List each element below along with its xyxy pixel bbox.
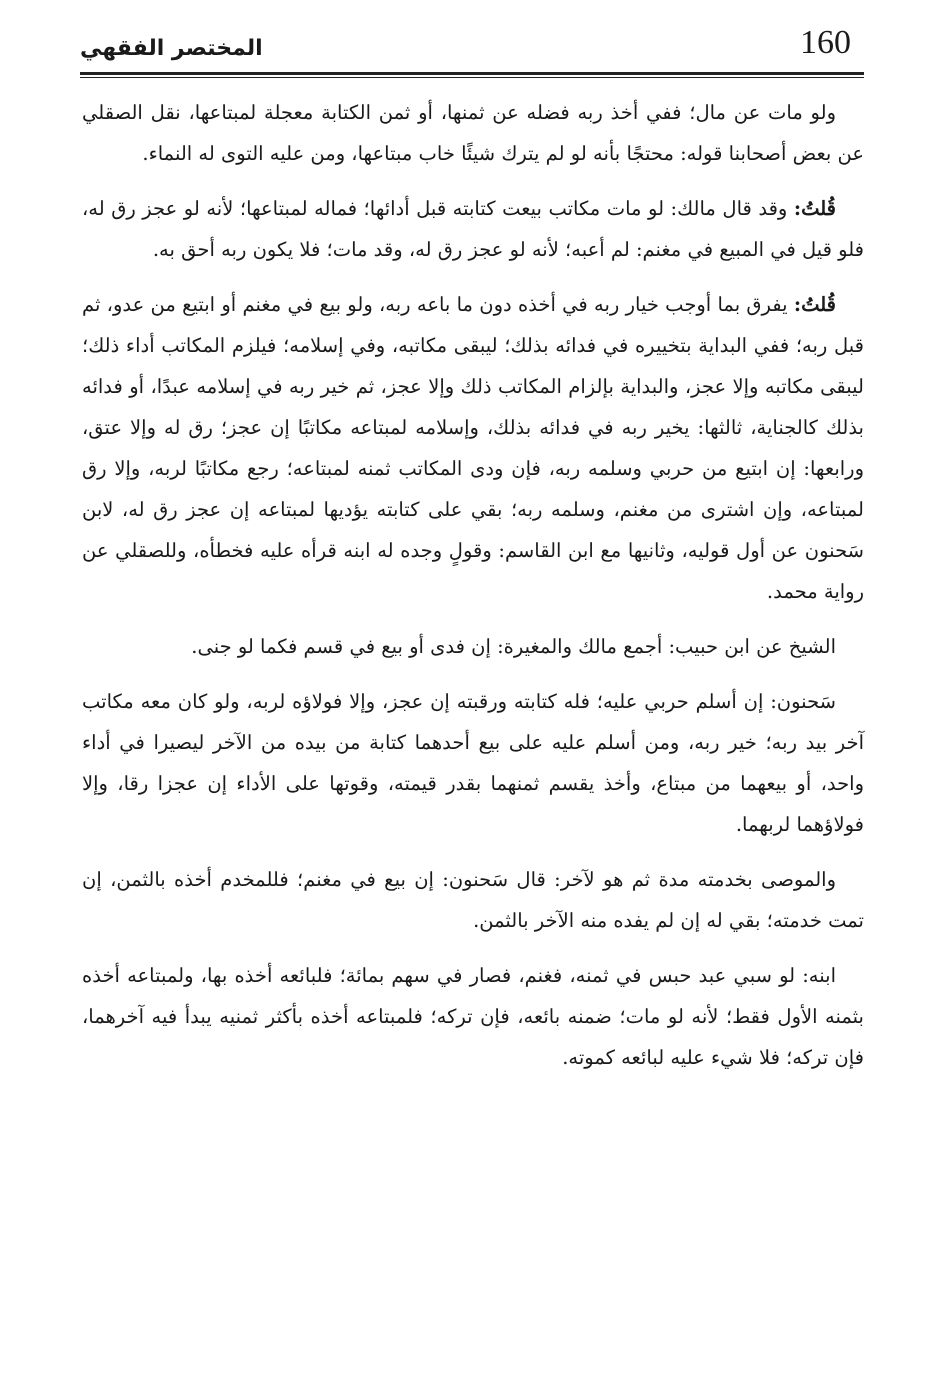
paragraph: [82, 92, 864, 174]
paragraph: [82, 284, 864, 612]
paragraph: [82, 859, 864, 941]
page-number: 160: [800, 24, 851, 61]
paragraph-text: وقد قال مالك: لو مات مكاتب بيعت كتابته قبل أدائها؛ فماله لمبتاعها؛ لأنه لو عجز رق له، فلو قيل في المبيع في مغنم: لم أعبه؛ لأنه لو عجز رق له، وقد مات؛ فلا يكون ربه أحق به.: [82, 197, 864, 261]
paragraph-text: سَحنون: إن أسلم حربي عليه؛ فله كتابته ورقبته إن عجز، وإلا فولاؤه لربه، ولو كان معه مكاتب آخر بيد ربه؛ خير ربه، ومن أسلم عليه على بيع أحدهما كتابة من بيده من الآخر ليصيرا في أداء واحد، أو بيعهما من مبتاع، وأخذ يقسم ثمنهما بقدر قيمته، وقوتها على الأداء إن عجزا رقا، وإلا فولاؤهما لربهما.: [82, 690, 864, 836]
paragraph-text: الشيخ عن ابن حبيب: أجمع مالك والمغيرة: إن فدى أو بيع في قسم فكما لو جنى.: [191, 635, 836, 658]
paragraph-lead: قُلتُ:: [793, 197, 836, 220]
header-rule: [80, 72, 864, 78]
paragraph-text: والموصى بخدمته مدة ثم هو لآخر: قال سَحنون: إن بيع في مغنم؛ فللمخدم أخذه بالثمن، إن تمت خدمته؛ بقي له إن لم يفده منه الآخر بالثمن.: [82, 868, 864, 932]
paragraph: [82, 955, 864, 1078]
paragraph: [82, 681, 864, 845]
paragraph-text: يفرق بما أوجب خيار ربه في أخذه دون ما باعه ربه، ولو بيع في مغنم أو ابتيع من عدو، ثم قبل ربه؛ ففي البداية بتخييره في فدائه بذلك؛ ليبقى مكاتبه، وفي إسلامه؛ فيلزم المكاتب أداء ذلك؛ ليبقى مكاتبه وإلا عجز، والبداية بإلزام المكاتب ذلك وإلا عجز، ثم خير ربه في إسلامه عبدًا، أو فدائه بذلك كالجناية، ثالثها: يخير ربه في فدائه بذلك، وإسلامه لمبتاعه مكاتبًا إن عجز؛ رق له وإلا عتق، ورابعها: إن ابتيع من حربي وسلمه ربه، فإن ودى المكاتب ثمنه لمبتاعه؛ رجع مكاتبًا لربه، وإلا رق لمبتاعه، وإن اشترى من مغنم، وسلمه ربه؛ بقي على كتابته يؤديها لمبتاعه إن عجز رق له، لابن سَحنون عن أول قوليه، وثانيها مع ابن القاسم: وقولٍ وجده له ابنه قرأه عليه فخطأه، وللصقلي عن رواية محمد.: [82, 293, 864, 603]
body-text: [82, 92, 864, 1092]
paragraph-text: ابنه: لو سبي عبد حبس في ثمنه، فغنم، فصار في سهم بمائة؛ فلبائعه أخذه بها، ولمبتاعه أخذه بثمنه الأول فقط؛ لأنه لو مات؛ ضمنه بائعه، فإن تركه؛ فلمبتاعه أخذه بأكثر ثمنيه يبدأ فيه آخرهما، فإن تركه؛ فلا شيء عليه لبائعه كموته.: [82, 964, 864, 1069]
running-title: المختصر الفقهي: [80, 36, 263, 61]
paragraph-text: ولو مات عن مال؛ ففي أخذ ربه فضله عن ثمنها، أو ثمن الكتابة معجلة لمبتاعها، نقل الصقلي عن بعض أصحابنا قوله: محتجًا بأنه لو لم يترك شيئًا خاب مبتاعها، ومن عليه التوى له النماء.: [82, 101, 864, 165]
page-header: [80, 22, 870, 74]
paragraph: [82, 626, 864, 667]
paragraph-lead: قُلتُ:: [793, 293, 836, 316]
paragraph: [82, 188, 864, 270]
